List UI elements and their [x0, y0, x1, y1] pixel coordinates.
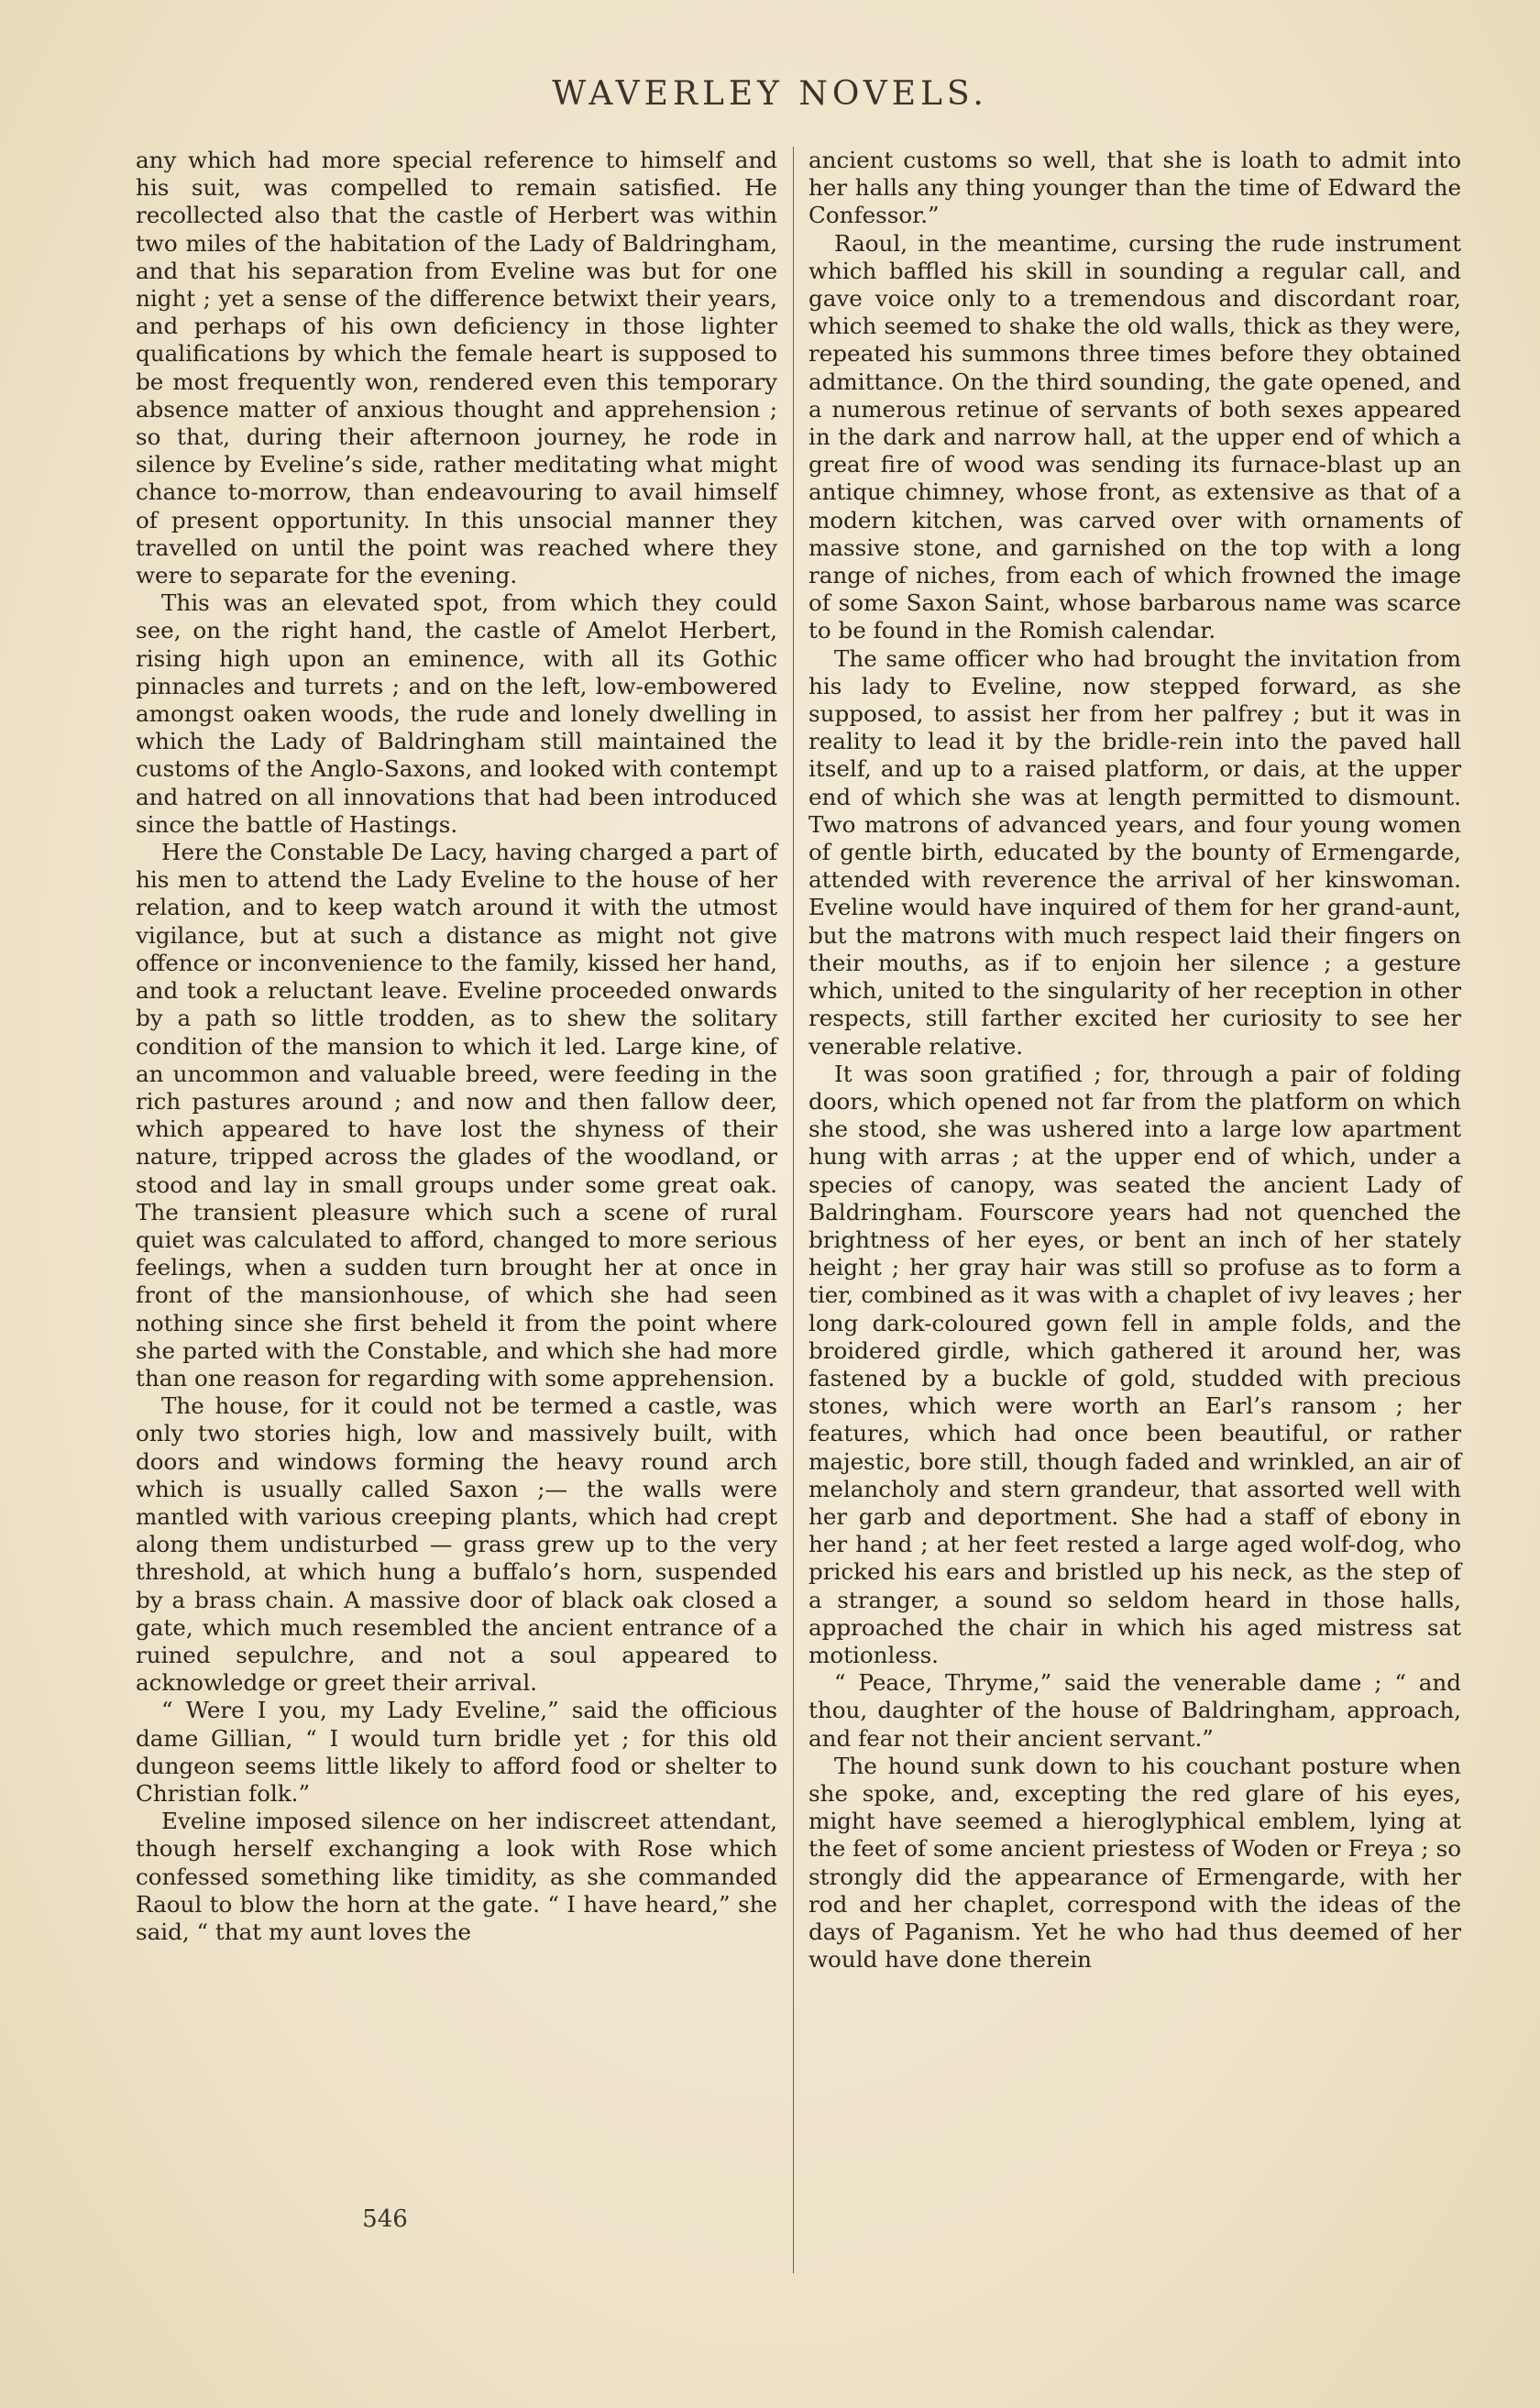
paragraph: Eveline imposed silence on her indiscreet attendant, though herself exchanging a look with Rose which confessed something like timidity, as she commanded Raoul to blow the horn at the gate. “ I have heard,” she said, “ that my aunt loves the [136, 1808, 777, 1945]
paragraph: The same officer who had brought the invitation from his lady to Eveline, now stepped forward, as she supposed, to assist her from her palfrey ; but it was in reality to lead it by the bridle-rein into the paved hall itself, and up to a raised platform, or dais, at the upper end of which she was at length permitted to dismount. Two matrons of advanced years, and four young women of gentle birth, educated by the bounty of Ermengarde, attended with reverence the arrival of her kinswoman. Eveline would have inquired of them for her grand-aunt, but the matrons with much respect laid their fingers on their mouths, as if to enjoin her silence ; a gesture which, united to the singularity of her reception in other respects, still farther excited her curiosity to see her venerable relative. [808, 644, 1461, 1060]
paragraph: “ Peace, Thryme,” said the venerable dame ; “ and thou, daughter of the house of Baldringham, approach, and fear not their ancient servant.” [808, 1669, 1461, 1752]
paragraph: Raoul, in the meantime, cursing the rude instrument which baffled his skill in sounding a regular call, and gave voice only to a tremendous and discordant roar, which seemed to shake the old walls, thick as they were, repeated his summons three times before they obtained admittance. On the third sounding, the gate opened, and a numerous retinue of servants of both sexes appeared in the dark and narrow hall, at the upper end of which a great fire of wood was sending its furnace-blast up an antique chimney, whose front, as extensive as that of a modern kitchen, was carved over with ornaments of massive stone, and garnished on the top with a long range of niches, from each of which frowned the image of some Saxon Saint, whose barbarous name was scarce to be found in the Romish calendar. [808, 229, 1461, 644]
paragraph: The house, for it could not be termed a castle, was only two stories high, low and massively built, with doors and windows forming the heavy round arch which is usually called Saxon ;— the walls were mantled with various creeping plants, which had crept along them undisturbed — grass grew up to the very threshold, at which hung a buffalo’s horn, suspended by a brass chain. A massive door of black oak closed a gate, which much resembled the ancient entrance of a ruined sepulchre, and not a soul appeared to acknowledge or greet their arrival. [136, 1392, 777, 1697]
paragraph: Here the Constable De Lacy, having charged a part of his men to attend the Lady Eveline to the house of her relation, and to keep watch around it with the utmost vigilance, but at such a distance as might not give offence or inconvenience to the family, kissed her hand, and took a reluctant leave. Eveline proceeded onwards by a path so little trodden, as to shew the solitary condition of the mansion to which it led. Large kine, of an uncommon and valuable breed, were feeding in the rich pastures around ; and now and then fallow deer, which appeared to have lost the shyness of their nature, tripped across the glades of the woodland, or stood and lay in small groups under some great oak. The transient pleasure which such a scene of rural quiet was calculated to afford, changed to more serious feelings, when a sudden turn brought her at once in front of the mansionhouse, of which she had seen nothing since she first beheld it from the point where she parted with the Constable, and which she had more than one reason for regarding with some apprehension. [136, 839, 777, 1391]
right-column [808, 147, 1461, 1974]
paragraph: ancient customs so well, that she is loath to admit into her halls any thing younger than the time of Edward the Confessor.” [808, 147, 1461, 229]
paragraph: It was soon gratified ; for, through a pair of folding doors, which opened not far from the platform on which she stood, she was ushered into a large low apartment hung with arras ; at the upper end of which, under a species of canopy, was seated the ancient Lady of Baldringham. Fourscore years had not quenched the brightness of her eyes, or bent an inch of her stately height ; her gray hair was still so profuse as to form a tier, combined as it was with a chaplet of ivy leaves ; her long dark-coloured gown fell in ample folds, and the broidered girdle, which gathered it around her, was fastened by a buckle of gold, studded with precious stones, which were worth an Earl’s ransom ; her features, which had once been beautiful, or rather majestic, bore still, though faded and wrinkled, an air of melancholy and stern grandeur, that assorted well with her garb and deportment. She had a staff of ebony in her hand ; at her feet rested a large aged wolf-dog, who pricked his ears and bristled up his neck, as the step of a stranger, a sound so seldom heard in those halls, approached the chair in which his aged mistress sat motionless. [808, 1060, 1461, 1668]
left-column [136, 147, 777, 1946]
column-divider [793, 147, 794, 2273]
page-number: 546 [362, 2205, 408, 2233]
paragraph: This was an elevated spot, from which they could see, on the right hand, the castle of Amelot Herbert, rising high upon an eminence, with all its Gothic pinnacles and turrets ; and on the left, low-embowered amongst oaken woods, the rude and lonely dwelling in which the Lady of Baldringham still maintained the customs of the Anglo-Saxons, and looked with contempt and hatred on all innovations that had been introduced since the battle of Hastings. [136, 589, 777, 838]
running-title: WAVERLEY NOVELS. [552, 75, 988, 113]
paragraph: The hound sunk down to his couchant posture when she spoke, and, excepting the red glare of his eyes, might have seemed a hieroglyphical emblem, lying at the feet of some ancient priestess of Woden or Freya ; so strongly did the appearance of Ermengarde, with her rod and her chaplet, correspond with the ideas of the days of Paganism. Yet he who had thus deemed of her would have done therein [808, 1752, 1461, 1974]
paragraph: any which had more special reference to himself and his suit, was compelled to remain satisfied. He recollected also that the castle of Herbert was within two miles of the habitation of the Lady of Baldringham, and that his separation from Eveline was but for one night ; yet a sense of the difference betwixt their years, and perhaps of his own deficiency in those lighter qualifications by which the female heart is supposed to be most frequently won, rendered even this temporary absence matter of anxious thought and apprehension ; so that, during their afternoon journey, he rode in silence by Eveline’s side, rather meditating what might chance to-morrow, than endeavouring to avail himself of present opportunity. In this unsocial manner they travelled on until the point was reached where they were to separate for the evening. [136, 147, 777, 589]
paragraph: “ Were I you, my Lady Eveline,” said the officious dame Gillian, “ I would turn bridle yet ; for this old dungeon seems little likely to afford food or shelter to Christian folk.” [136, 1697, 777, 1807]
